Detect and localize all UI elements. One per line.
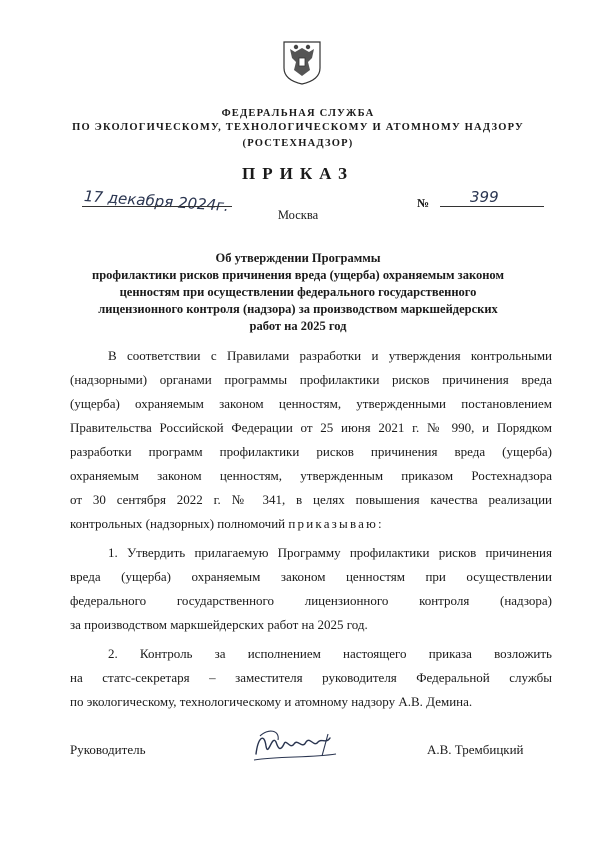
coat-of-arms-icon [280, 38, 324, 86]
paragraph-line: В соответствии с Правилами разработки и утверждения контрольными [108, 348, 552, 363]
signer-name: А.В. Трембицкий [427, 742, 524, 757]
heading-line: Об утверждении Программы [215, 251, 381, 265]
date-underline [82, 206, 232, 207]
paragraph-line: охраняемым законом ценностям, утвержденным приказом Ростехнадзора [70, 468, 552, 483]
paragraph-line: 2. Контроль за исполнением настоящего приказа возложить [108, 646, 552, 661]
paragraph-line: федерального государственного лицензионного контроля (надзора) [70, 593, 552, 608]
number-underline [440, 206, 544, 207]
paragraph-line: на статс-секретаря – заместителя руководителя Федеральной службы [70, 670, 552, 685]
agency-abbreviation: (РОСТЕХНАДЗОР) [242, 138, 354, 149]
heading-line: работ на 2025 год [249, 319, 347, 333]
paragraph-line: Правительства Российской Федерации от 25 июня 2021 г. № 990, и Порядком [70, 420, 552, 435]
paragraph-line: за производством маркшейдерских работ на 2025 год. [70, 617, 368, 632]
order-verb: приказываю: [288, 516, 384, 531]
city: Москва [277, 208, 319, 222]
paragraph-line: (надзорными) органами программы профилактики рисков причинения вреда [70, 372, 552, 387]
paragraph-line: вреда (ущерба) охраняемым законом ценностям при осуществлении [70, 569, 552, 584]
paragraph-line: разработки программ профилактики рисков причинения вреда (ущерба) [70, 444, 552, 459]
paragraph-line [70, 516, 384, 532]
paragraph-line: (ущерба) охраняемым законом ценностям, утвержденными постановлением [70, 396, 552, 411]
paragraph-line: по экологическому, технологическому и атомному надзору А.В. Демина. [70, 694, 473, 709]
heading-line: профилактики рисков причинения вреда (ущерба) охраняемым законом [92, 268, 504, 282]
paragraph-text: контрольных (надзорных) полномочий [70, 516, 286, 531]
number-label: № [417, 196, 430, 210]
heading-line: лицензионного контроля (надзора) за производством маркшейдерских [98, 302, 498, 316]
signer-title: Руководитель [70, 742, 146, 757]
agency-name-line2: ПО ЭКОЛОГИЧЕСКОМУ, ТЕХНОЛОГИЧЕСКОМУ И АТОМНОМУ НАДЗОРУ [72, 122, 524, 133]
order-heading [60, 250, 536, 335]
agency-name-line1: ФЕДЕРАЛЬНАЯ СЛУЖБА [221, 108, 375, 119]
number-handwritten: 399 [470, 188, 499, 206]
document-type: ПРИКАЗ [242, 164, 354, 183]
date-handwritten: 17 декабря 2024г. [83, 187, 230, 216]
paragraph-line: 1. Утвердить прилагаемую Программу профилактики рисков причинения [108, 545, 552, 560]
heading-line: ценностям при осуществлении федерального государственного [119, 285, 477, 299]
paragraph-line: от 30 сентября 2022 г. № 341, в целях повышения качества реализации [70, 492, 552, 507]
handwritten-signature-icon [250, 724, 340, 766]
